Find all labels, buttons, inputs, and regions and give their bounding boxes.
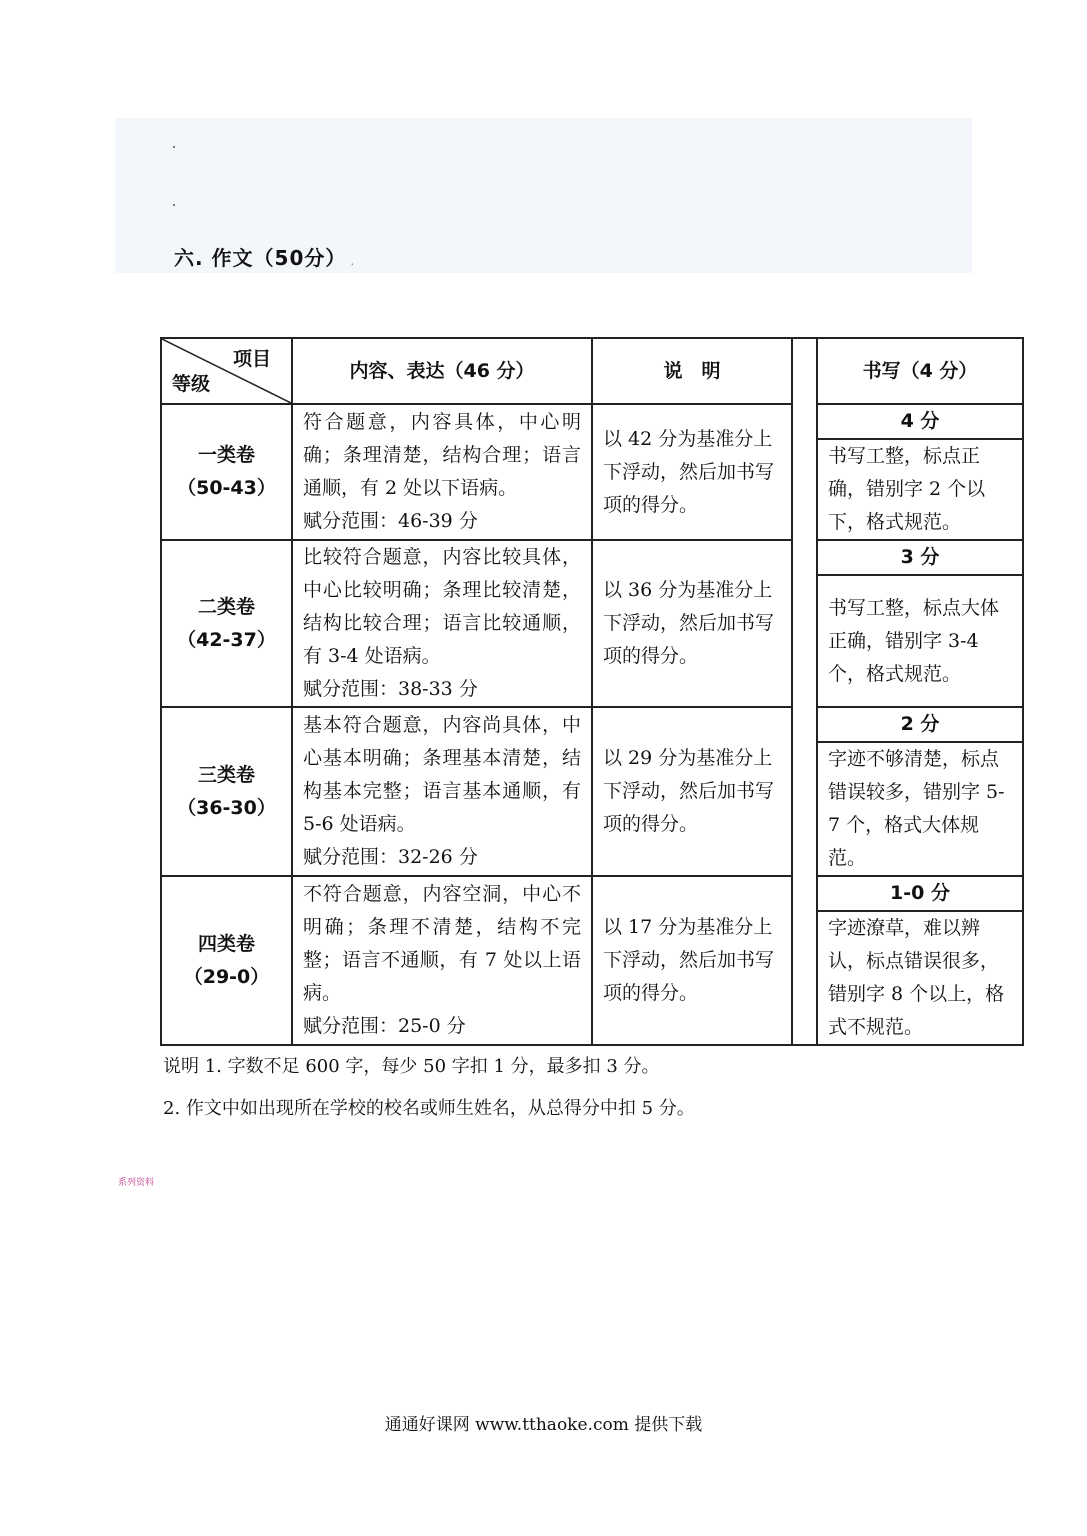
content-text: 比较符合题意，内容比较具体，中心比较明确；条理比较清楚，结构比较合理；语言比较通顺，有 3-4 处语病。 [303, 546, 581, 667]
note-cell: 以 17 分为基准分上下浮动，然后加书写项的得分。 [592, 876, 792, 1045]
writing-score: 3 分 [817, 540, 1023, 575]
header-writing: 书写（4 分） [817, 338, 1023, 404]
grade-range: （42-37） [177, 628, 276, 651]
table-row [161, 404, 1023, 439]
grade-range: （29-0） [183, 965, 270, 988]
grade-name: 一类卷 [197, 444, 255, 466]
grade-cell [161, 540, 292, 707]
table-row [161, 876, 1023, 911]
content-text: 基本符合题意，内容尚具体，中心基本明确；条理基本清楚，结构基本完整；语言基本通顺，有 5-6 处语病。 [303, 714, 581, 835]
writing-desc: 书写工整，标点大体正确，错别字 3-4 个，格式规范。 [817, 575, 1023, 707]
writing-desc: 字迹不够清楚，标点错误较多，错别字 5-7 个，格式大体规范。 [817, 742, 1023, 876]
grade-range: （50-43） [177, 477, 276, 499]
note-cell: 以 36 分为基准分上下浮动，然后加书写项的得分。 [592, 540, 792, 707]
gap-column [792, 338, 817, 1045]
content-cell [292, 540, 592, 707]
writing-desc: 字迹潦草，难以辨认，标点错误很多，错别字 8 个以上，格式不规范。 [817, 911, 1023, 1045]
content-cell [292, 876, 592, 1045]
dot-marker [173, 146, 175, 148]
section-heading-text: 六. 作文（50分） [174, 246, 347, 270]
paragraph-mark: . [350, 254, 356, 268]
grade-name: 二类卷 [197, 595, 255, 618]
grade-cell [161, 707, 292, 876]
content-text: 不符合题意，内容空洞，中心不明确；条理不清楚，结构不完整；语言不通顺，有 7 处以上语病。 [303, 883, 581, 1004]
table-header-row [161, 338, 1023, 404]
grade-name: 三类卷 [197, 763, 255, 786]
note-cell: 以 29 分为基准分上下浮动，然后加书写项的得分。 [592, 707, 792, 876]
header-item-label: 项目 [232, 348, 271, 370]
note-cell: 以 42 分为基准分上下浮动，然后加书写项的得分。 [592, 404, 792, 540]
writing-desc: 书写工整，标点正确，错别字 2 个以下，格式规范。 [817, 439, 1023, 540]
score-range-text: 赋分范围：38-33 分 [303, 678, 478, 700]
header-content: 内容、表达（46 分） [292, 338, 592, 404]
section-heading [174, 242, 355, 271]
note-line-2: 2. 作文中如出现所在学校的校名或师生姓名，从总得分中扣 5 分。 [163, 1098, 695, 1119]
grade-name: 四类卷 [197, 932, 255, 955]
footer-text: 通通好课网 www.tthaoke.com 提供下载 [384, 1415, 703, 1435]
corner-header-cell [161, 338, 292, 404]
content-text: 符合题意，内容具体，中心明确；条理清楚，结构合理；语言通顺，有 2 处以下语病。 [303, 411, 581, 499]
header-note: 说 明 [592, 338, 792, 404]
content-cell [292, 707, 592, 876]
grade-cell [161, 876, 292, 1045]
grade-cell [161, 404, 292, 540]
grade-range: （36-30） [177, 796, 276, 819]
scoring-table [160, 337, 1024, 1046]
writing-score: 4 分 [817, 404, 1023, 439]
writing-score: 2 分 [817, 707, 1023, 742]
table-row [161, 707, 1023, 742]
writing-score: 1-0 分 [817, 876, 1023, 911]
score-range-text: 赋分范围：46-39 分 [303, 510, 478, 532]
header-level-label: 等级 [172, 373, 211, 395]
note-line-1: 说明 1. 字数不足 600 字，每少 50 字扣 1 分，最多扣 3 分。 [163, 1056, 660, 1077]
table-row [161, 540, 1023, 575]
score-range-text: 赋分范围：32-26 分 [303, 846, 478, 868]
dot-marker [173, 204, 175, 206]
content-cell [292, 404, 592, 540]
score-range-text: 赋分范围：25-0 分 [303, 1015, 466, 1037]
side-mark: 系列资料 [118, 1178, 155, 1188]
